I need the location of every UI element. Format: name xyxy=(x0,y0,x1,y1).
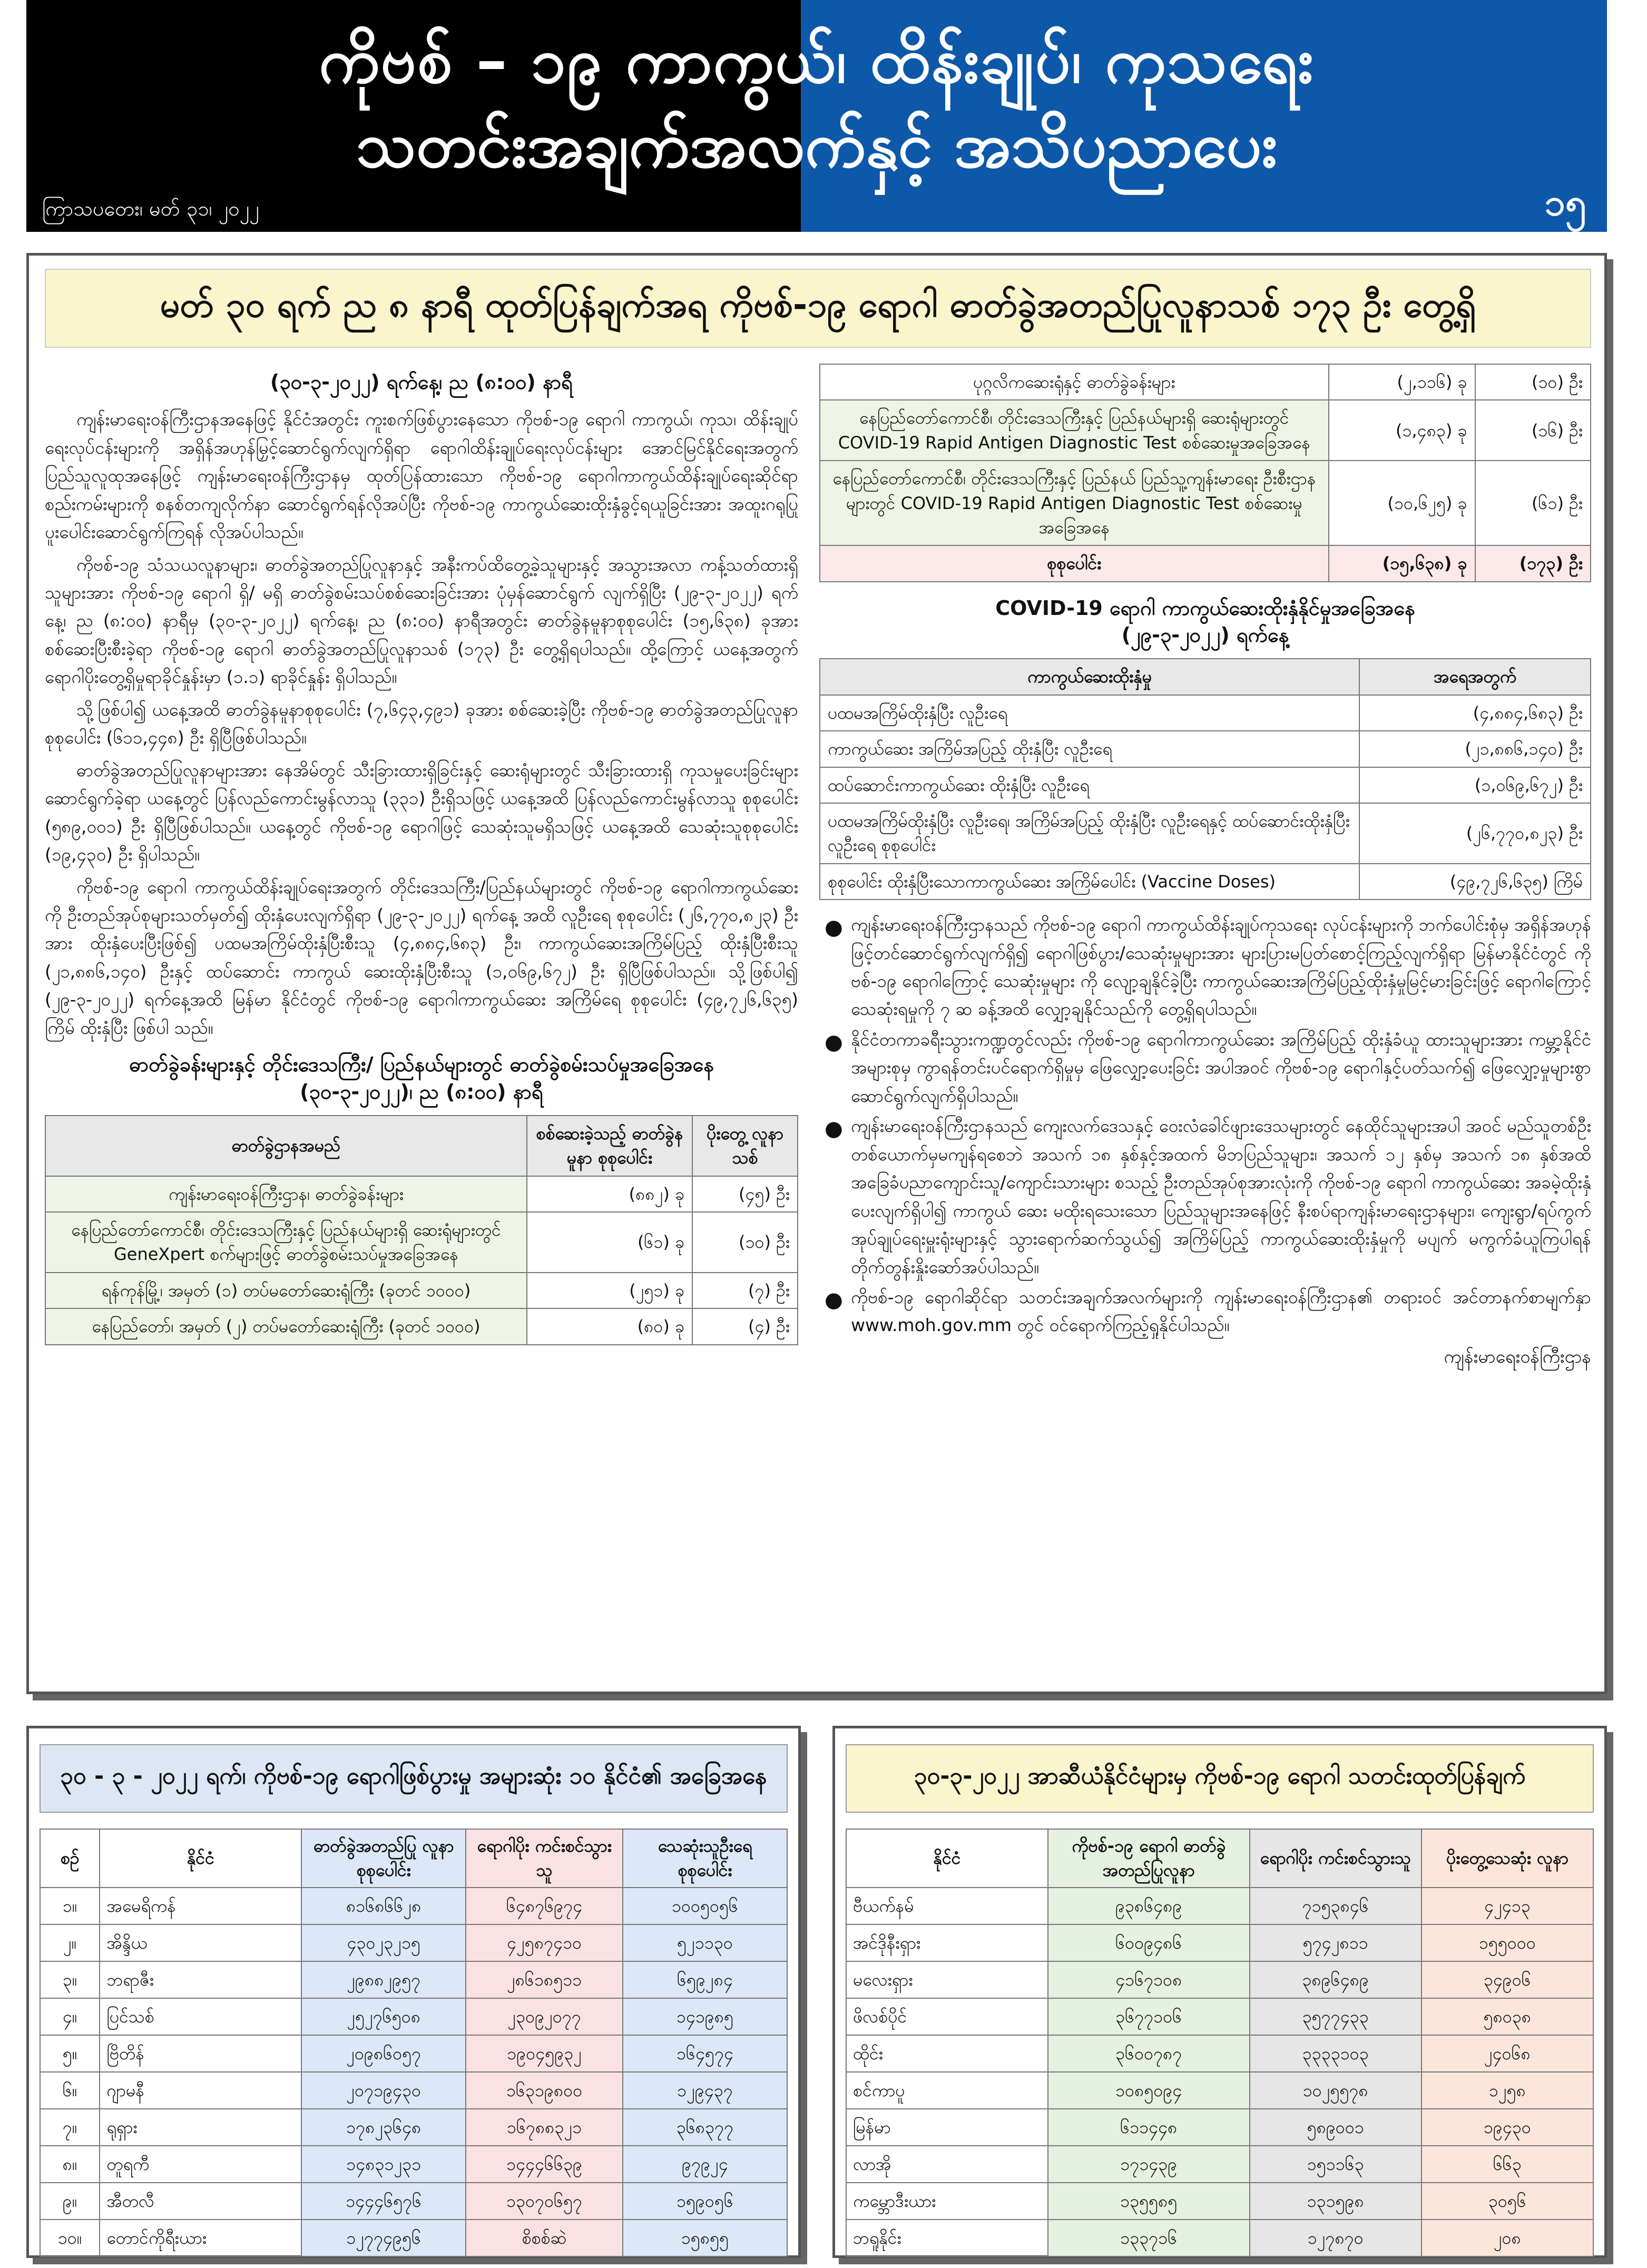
list-item xyxy=(819,911,1591,1023)
positive-count: (၄၅) ဦး xyxy=(692,1176,798,1212)
report-date-heading: (၃၀-၃-၂၀၂၂) ရက်နေ့၊ ည (၈:၀၀) နာရီ xyxy=(270,370,573,394)
source-name: နေပြည်တော်ကောင်စီ၊ တိုင်းဒေသကြီးနှင့် ပြည်နယ်များရှိ ဆေးရုံများတွင် COVID-19 Rapid Antigen Diagnostic Test စစ်ဆေးမှုအခြေအနေ xyxy=(820,400,1329,461)
rank-cell: ၃။ xyxy=(40,1961,100,1998)
country-cell: အမေရိကန် xyxy=(100,1888,301,1924)
column-header: ဓာတ်ခွဲဌာနအမည် xyxy=(45,1116,527,1176)
table-row xyxy=(846,1888,1593,1924)
country-cell: ဂျာမနီ xyxy=(100,2072,301,2109)
table-row xyxy=(846,2072,1593,2109)
positive-count: (၄) ဦး xyxy=(692,1308,798,1344)
country-cell: ပြင်သစ် xyxy=(100,1998,301,2035)
country-cell: ဘရူနိုင်း xyxy=(846,2220,1048,2256)
recovered-cell: ၁၂၇၈၇၀ xyxy=(1250,2220,1421,2256)
table-row xyxy=(846,1961,1593,1998)
country-cell: မလေးရှား xyxy=(846,1961,1048,1998)
bullet-icon: ● xyxy=(825,915,843,940)
confirmed-cell: ၁၇၁၄၃၉ xyxy=(1048,2146,1250,2183)
list-item xyxy=(819,1283,1591,1340)
signoff: ကျန်းမာရေးဝန်ကြီးဌာန xyxy=(1444,1346,1591,1367)
asean-title: ၃၀-၃-၂၀၂၂ အာဆီယံနိုင်ငံများမှ ကိုဗစ်-၁၉ ရောဂါ သတင်းထုတ်ပြန်ချက် xyxy=(846,1744,1594,1813)
left-column xyxy=(45,364,798,1345)
deaths-cell: ၅၈၀၃၈ xyxy=(1421,1998,1593,2035)
paragraph-2: ကိုဗစ်-၁၉ သံသယလူနာများ၊ ဓာတ်ခွဲအတည်ပြုလူနာနှင့် အနီးကပ်ထိတွေ့ခဲ့သူများနှင့် အသွားအလာ ကန့်သတ်ထားရှိသူများအား ကိုဗစ်-၁၉ ရောဂါ ရှိ/ မရှိ ဓာတ်ခွဲစမ်းသပ်စစ်ဆေးခြင်းအား ပုံမှန်ဆောင်ရွက် လျက်ရှိပြီး (၂၉-၃-၂၀၂၂) ရက်နေ့၊ ည (၈:၀၀) နာရီမှ (၃၀-၃-၂၀၂၂) ရက်နေ့၊ ည (၈:၀၀) နာရီအတွင်း ဓာတ်ခွဲနမူနာစုစုပေါင်း (၁၅,၆၃၈) ခုအား စစ်ဆေးပြီးစီးခဲ့ရာ ကိုဗစ်-၁၉ ရောဂါ ဓာတ်ခွဲအတည်ပြုလူနာသစ် (၁၇၃) ဦး တွေ့ရှိရပါသည်။ ထို့ကြောင့် ယနေ့အတွက် ရောဂါပိုးတွေ့ရှိမှုရာခိုင်နှုန်းမှာ (၁.၁) ရာခိုင်နှုန်း ရှိပါသည်။ xyxy=(45,554,798,688)
testing-summary-table xyxy=(819,364,1591,582)
column-header: ဓာတ်ခွဲအတည်ပြု လူနာ စုစုပေါင်း xyxy=(301,1829,466,1888)
recovered-cell: ၃၅၇၇၄၃၃ xyxy=(1250,1998,1421,2035)
table-row xyxy=(40,1924,787,1961)
country-cell: ဗီယက်နမ် xyxy=(846,1888,1048,1924)
deaths-cell: ၅၂၁၁၃၀ xyxy=(623,1924,787,1961)
paragraph-1: ကျန်းမာရေးဝန်ကြီးဌာနအနေဖြင့် နိုင်ငံအတွင်း ကူးစက်ဖြစ်ပွားနေသော ကိုဗစ်-၁၉ ရောဂါ ကာကွယ်၊ ကုသ၊ ထိန်းချုပ်ရေးလုပ်ငန်းများကို အရှိန်အဟုန်မြှင့်ဆောင်ရွက်လျက်ရှိရာ ရောဂါထိန်းချုပ်ရေးလုပ်ငန်းများ အောင်မြင်နိုင်ရေးအတွက် ပြည်သူလူထုအနေဖြင့် ကျန်းမာရေးဝန်ကြီးဌာနမှ ထုတ်ပြန်ထားသော ကိုဗစ်-၁၉ ရောဂါကာကွယ်ထိန်းချုပ်ရေးဆိုင်ရာ စည်းကမ်းများကို စနစ်တကျလိုက်နာ ဆောင်ရွက်ရန်လိုအပ်ပြီး ကိုဗစ်-၁၉ ကာကွယ်ဆေးထိုးနှံခွင့်ရယူခြင်းအား အထူးဂရုပြု ပူးပေါင်းဆောင်ရွက်ကြရန် လိုအပ်ပါသည်။ xyxy=(45,409,798,543)
table-row xyxy=(40,1888,787,1924)
rank-cell: ၂။ xyxy=(40,1924,100,1961)
positive-count: (၇) ဦး xyxy=(692,1273,798,1308)
rank-cell: ၇။ xyxy=(40,2109,100,2146)
country-cell: အီတလီ xyxy=(100,2183,301,2220)
recovered-cell: ၁၉၀၄၅၉၃၂ xyxy=(466,2035,623,2072)
total-tests: (၁၅,၆၃၈) ခု xyxy=(1329,545,1475,581)
table-row xyxy=(40,2109,787,2146)
deaths-cell: ၁၂၅၈ xyxy=(1421,2072,1593,2109)
confirmed-cell: ၁၇၈၂၃၆၄၈ xyxy=(301,2109,466,2146)
page-number: ၁၅ xyxy=(1544,181,1586,224)
table-row xyxy=(820,731,1591,767)
confirmed-cell: ၂၅၂၇၆၅၀၈ xyxy=(301,1998,466,2035)
asean-body xyxy=(846,1888,1593,2256)
recovered-cell: ၁၅၁၁၆၃ xyxy=(1250,2146,1421,2183)
recovered-cell: ၁၃၀၇၀၆၅၇ xyxy=(466,2183,623,2220)
banner-title-line1: ကိုဗစ် – ၁၉ ကာကွယ်၊ ထိန်းချုပ်၊ ကုသရေး xyxy=(319,24,1315,97)
vaccine-heading xyxy=(819,595,1591,649)
rank-cell: ၄။ xyxy=(40,1998,100,2035)
tests-count: (၁,၄၈၃) ခု xyxy=(1329,400,1475,461)
tests-count: (၈၀) ခု xyxy=(527,1308,692,1344)
recovered-cell: ၁၆၇၈၈၃၂၁ xyxy=(466,2109,623,2146)
vaccine-label: စုစုပေါင်း ထိုးနှံပြီးသောကာကွယ်ဆေး အကြိမ်ပေါင်း (Vaccine Doses) xyxy=(820,864,1359,900)
vaccine-value: (၂၁,၈၈၆,၁၄၀) ဦး xyxy=(1359,731,1591,767)
recovered-cell: ၅၇၄၂၈၁၁ xyxy=(1250,1924,1421,1961)
confirmed-cell: ၁၂၇၇၄၉၅၆ xyxy=(301,2220,466,2256)
table-row xyxy=(820,364,1591,400)
table-row xyxy=(846,1998,1593,2035)
country-cell: ထိုင်း xyxy=(846,2035,1048,2072)
bullet-text: ကျန်းမာရေးဝန်ကြီးဌာနသည် ကိုဗစ်-၁၉ ရောဂါ ကာကွယ်ထိန်းချုပ်ကုသရေး လုပ်ငန်းများကို ဘက်ပေါင်းစုံမှ အရှိန်အဟုန်ဖြင့်တင်ဆောင်ရွက်လျက်ရှိ၍ ရောဂါဖြစ်ပွား/သေဆုံးမှုများအား များပြားမပြတ်စောင့်ကြည့်လျက်ရှိရာ မြန်မာနိုင်ငံတွင် ကိုဗစ်-၁၉ ရောဂါကြောင့် သေဆုံးမှုများ ကို လျော့ချနိုင်ခဲ့ပြီး ကာကွယ်ဆေးအကြိမ်ပြည့်ထိုးနှံမှုမြင့်မားခြင်းဖြင့် ရောဂါကြောင့် သေဆုံးရမှုကို ၇ ဆ ခန့်အထိ လျှော့ချနိုင်သည်ကို တွေ့ရှိရပါသည်။ xyxy=(851,914,1591,1020)
column-header: အရေအတွက် xyxy=(1359,659,1591,695)
column-header: ပိုးတွေ့သေဆုံး လူနာ xyxy=(1421,1829,1593,1888)
top10-title: ၃၀ - ၃ - ၂၀၂၂ ရက်၊ ကိုဗစ်-၁၉ ရောဂါဖြစ်ပွားမှု အများဆုံး ၁၀ နိုင်ငံ၏ အခြေအနေ xyxy=(40,1744,788,1813)
positive-count: (၁၀) ဦး xyxy=(692,1212,798,1273)
right-column xyxy=(819,364,1591,1372)
tests-count: (၆၁) ခု xyxy=(527,1212,692,1273)
column-header: နိုင်ငံ xyxy=(846,1829,1048,1888)
confirmed-cell: ၂၀၇၁၉၄၃၀ xyxy=(301,2072,466,2109)
recovered-cell: ၁၄၄၄၆၆၃၉ xyxy=(466,2146,623,2183)
confirmed-cell: ၁၄၄၄၆၅၇၆ xyxy=(301,2183,466,2220)
bullet-text: နိုင်ငံတကာခရီးသွားကဏ္ဍတွင်လည်း ကိုဗစ်-၁၉ ရောဂါကာကွယ်ဆေး အကြိမ်ပြည့် ထိုးနှံခံယူ ထားသူများအား ကမ္ဘာ့နိုင်ငံအများစုမှ ကွာရန်တင်းပင်ရောက်ရှိမှုမှ ဖြေလျှော့ပေးခြင်း အပါအဝင် ကိုဗစ်-၁၉ ရောဂါနှင့်ပတ်သက်၍ ဖြေလျှော့မှုများစွာ ဆောင်ရွက်လျက်ရှိပါသည်။ xyxy=(851,1029,1591,1106)
confirmed-cell: ၃၆၇၇၁၀၆ xyxy=(1048,1998,1250,2035)
deaths-cell: ၃၀၅၆ xyxy=(1421,2183,1593,2220)
deaths-cell: ၆၅၉၂၈၄ xyxy=(623,1961,787,1998)
deaths-cell: ၃၆၈၃၇၇ xyxy=(623,2109,787,2146)
country-cell: ကမ္ဘောဒီးယား xyxy=(846,2183,1048,2220)
column-header: ကာကွယ်ဆေးထိုးနှံမှု xyxy=(820,659,1359,695)
table-row xyxy=(40,2183,787,2220)
tests-count: (၂,၁၁၆) ခု xyxy=(1329,364,1475,400)
table-row xyxy=(45,1212,798,1273)
notice-bullet-list xyxy=(819,911,1591,1340)
deaths-cell: ၁၉၄၃၀ xyxy=(1421,2109,1593,2146)
column-header: ကိုဗစ်-၁၉ ရောဂါ ဓာတ်ခွဲအတည်ပြုလူနာ xyxy=(1048,1829,1250,1888)
positive-count: (၁၀) ဦး xyxy=(1475,364,1591,400)
table-header-row xyxy=(45,1116,798,1176)
deaths-cell: ၂၀၈ xyxy=(1421,2220,1593,2256)
recovered-cell: စိစစ်ဆဲ xyxy=(466,2220,623,2256)
deaths-cell: ၆၆၃ xyxy=(1421,2146,1593,2183)
tests-count: (၈၈၂) ခု xyxy=(527,1176,692,1212)
tests-count: (၁၀,၆၂၅) ခု xyxy=(1329,461,1475,545)
bullet-text: ကျန်းမာရေးဝန်ကြီးဌာနသည် ကျေးလက်ဒေသနှင့် ဝေးလံခေါင်ဖျားဒေသများတွင် နေထိုင်သူများအပါ အဝင် မည်သူတစ်ဦးတစ်ယောက်မှမကျန်ရစေဘဲ အသက် ၁၈ နှစ်နှင့်အထက် မိဘပြည်သူများ၊ အသက် ၁၂ နှစ်မှ အသက် ၁၈ နှစ်အထိ အခြေခံပညာကျောင်းသူ/ကျောင်းသားများ စသည့် ဦးတည်အုပ်စုအားလုံးကို ကိုဗစ်-၁၉ ရောဂါ ကာကွယ်ဆေး အခမဲ့ထိုးနှံပေးလျက်ရှိပါ၍ ကာကွယ် ဆေး မထိုးရသေးသော ပြည်သူများအနေဖြင့် နီးစပ်ရာကျန်းမာရေးဌာနများ၊ ကျေးရွာ/ရပ်ကွက် အုပ်ချုပ်ရေးမှူးရုံးများနှင့် သွားရောက်ဆက်သွယ်၍ အကြိမ်ပြည့် ကာကွယ်ဆေးထိုးနှံမှုကို မပျက် မကွက်ခံယူကြပါရန် တိုက်တွန်းနှိုးဆော်အပ်ပါသည်။ xyxy=(851,1116,1591,1277)
table-row xyxy=(846,2220,1593,2256)
deaths-cell: ၂၄၀၆၈ xyxy=(1421,2035,1593,2072)
vaccine-value: (၁,၀၆၉,၆၇၂) ဦး xyxy=(1359,767,1591,803)
paragraph-4: ဓာတ်ခွဲအတည်ပြုလူနာများအား နေအိမ်တွင် သီးခြားထားရှိခြင်းနှင့် ဆေးရုံများတွင် သီးခြားထားရှိ ကုသမှုပေးခြင်းများ ဆောင်ရွက်ခဲ့ရာ ယနေ့တွင် ပြန်လည်ကောင်းမွန်လာသူ (၃၃၁) ဦးရှိသဖြင့် ယနေ့အထိ ပြန်လည်ကောင်းမွန်လာသူ စုစုပေါင်း (၅၈၉,၀၀၁) ဦး ရှိပြီဖြစ်ပါသည်။ ယနေ့တွင် ကိုဗစ်-၁၉ ရောဂါဖြင့် သေဆုံးသူမရှိသဖြင့် ယနေ့အထိ သေဆုံးသူစုစုပေါင်း (၁၉,၄၃၀) ဦး ရှိပါသည်။ xyxy=(45,759,798,865)
column-header: ပိုးတွေ့ လူနာသစ် xyxy=(692,1116,798,1176)
tests-count: (၂၅၁) ခု xyxy=(527,1273,692,1308)
deaths-cell: ၁၀၀၅၀၅၆ xyxy=(623,1888,787,1924)
table-row xyxy=(40,2220,787,2256)
rank-cell: ၅။ xyxy=(40,2035,100,2072)
deaths-cell: ၁၂၉၄၃၇ xyxy=(623,2072,787,2109)
country-cell: မြန်မာ xyxy=(846,2109,1048,2146)
lab-name: ကျန်းမာရေးဝန်ကြီးဌာန၊ ဓာတ်ခွဲခန်းများ xyxy=(45,1176,527,1212)
country-cell: တောင်ကိုရီးယား xyxy=(100,2220,301,2256)
recovered-cell: ၇၁၅၃၈၄၆ xyxy=(1250,1888,1421,1924)
deaths-cell: ၉၇၉၂၄ xyxy=(623,2146,787,2183)
top10-countries-box xyxy=(26,1726,801,2258)
recovered-cell: ၂၈၆၁၈၅၁၁ xyxy=(466,1961,623,1998)
table-header-row xyxy=(846,1829,1593,1888)
country-cell: လာအို xyxy=(846,2146,1048,2183)
list-item xyxy=(819,1025,1591,1110)
deaths-cell: ၁၆၄၅၇၄ xyxy=(623,2035,787,2072)
bullet-icon: ● xyxy=(825,1287,843,1312)
table-row xyxy=(846,2146,1593,2183)
paragraph-5: ကိုဗစ်-၁၉ ရောဂါ ကာကွယ်ထိန်းချုပ်ရေးအတွက် တိုင်းဒေသကြီး/ပြည်နယ်များတွင် ကိုဗစ်-၁၉ ရောဂါကာကွယ်ဆေးကို ဦးတည်အုပ်စုများသတ်မှတ်၍ ထိုးနှံပေးလျက်ရှိရာ (၂၉-၃-၂၀၂၂) ရက်နေ့ အထိ လူဦးရေ စုစုပေါင်း (၂၆,၇၇၀,၈၂၃) ဦးအား ထိုးနှံပေးပြီးဖြစ်၍ ပထမအကြိမ်ထိုးနှံပြီးစီးသူ (၄,၈၈၄,၆၈၃) ဦး၊ ကာကွယ်ဆေးအကြိမ်ပြည့် ထိုးနှံပြီးစီးသူ (၂၁,၈၈၆,၁၄၀) ဦးနှင့် ထပ်ဆောင်း ကာကွယ် ဆေးထိုးနှံပြီးစီးသူ (၁,၀၆၉,၆၇၂) ဦး ရှိပြီဖြစ်ပါသည်။ သို့ဖြစ်ပါ၍ (၂၉-၃-၂၀၂၂) ရက်နေ့အထိ မြန်မာ နိုင်ငံတွင် ကိုဗစ်-၁၉ ရောဂါကာကွယ်ဆေး အကြိမ်ရေ စုစုပေါင်း (၄၉,၇၂၆,၆၃၅) ကြိမ် ထိုးနှံပြီး ဖြစ်ပါ သည်။ xyxy=(45,876,798,1038)
country-cell: အိန္ဒိယ xyxy=(100,1924,301,1961)
vaccine-label: ပထမအကြိမ်ထိုးနှံပြီး လူဦးရေ၊ အကြိမ်အပြည့် ထိုးနှံပြီး လူဦးရေနှင့် ထပ်ဆောင်းထိုးနှံပြီး လူဦးရေ စုစုပေါင်း xyxy=(820,803,1359,864)
table-row xyxy=(40,2072,787,2109)
bullet-icon: ● xyxy=(825,1030,843,1054)
column-header: စစ်ဆေးခဲ့သည့် ဓာတ်ခွဲနမူနာ စုစုပေါင်း xyxy=(527,1116,692,1176)
banner-title-line2: သတင်းအချက်အလက်နှင့် အသိပညာပေး xyxy=(356,109,1278,181)
rank-cell: ၉။ xyxy=(40,2183,100,2220)
deaths-cell: ၃၄၉၀၆ xyxy=(1421,1961,1593,1998)
lab-table-heading-line2: (၃၀-၃-၂၀၂၂)၊ ည (၈:၀၀) နာရီ xyxy=(300,1080,543,1103)
deaths-cell: ၁၅၉၀၅၆ xyxy=(623,2183,787,2220)
header-banner xyxy=(26,0,1607,232)
column-header: နိုင်ငံ xyxy=(100,1829,301,1888)
confirmed-cell: ၂၀၉၈၆၀၅၇ xyxy=(301,2035,466,2072)
deaths-cell: ၄၂၄၁၃ xyxy=(1421,1888,1593,1924)
asean-box xyxy=(832,1726,1607,2258)
confirmed-cell: ၄၃၀၂၃၂၁၅ xyxy=(301,1924,466,1961)
table-row xyxy=(820,400,1591,461)
table-row xyxy=(820,767,1591,803)
table-row xyxy=(820,803,1591,864)
country-cell: တူရကီ xyxy=(100,2146,301,2183)
total-row xyxy=(820,545,1591,581)
country-cell: အင်ဒိုနီးရှား xyxy=(846,1924,1048,1961)
column-header: ရောဂါပိုး ကင်းစင်သွားသူ xyxy=(1250,1829,1421,1888)
confirmed-cell: ၈၁၆၈၆၆၂၈ xyxy=(301,1888,466,1924)
vaccine-label: ကာကွယ်ဆေး အကြိမ်အပြည့် ထိုးနှံပြီး လူဦးရေ xyxy=(820,731,1359,767)
table-row xyxy=(45,1273,798,1308)
recovered-cell: ၆၄၈၇၆၉၇၄ xyxy=(466,1888,623,1924)
vaccine-value: (၂၆,၇၇၀,၈၂၃) ဦး xyxy=(1359,803,1591,864)
recovered-cell: ၃၃၃၃၁၀၃ xyxy=(1250,2035,1421,2072)
vaccine-heading-line1: COVID-19 ရောဂါ ကာကွယ်ဆေးထိုးနှံနိုင်မှုအခြေအနေ xyxy=(995,596,1415,620)
confirmed-cell: ၆၁၁၄၄၈ xyxy=(1048,2109,1250,2146)
confirmed-cell: ၉၃၈၆၄၈၉ xyxy=(1048,1888,1250,1924)
table-row xyxy=(820,461,1591,545)
lab-name: ရန်ကုန်မြို့၊ အမှတ် (၁) တပ်မတော်ဆေးရုံကြီး (ခုတင် ၁၀၀၀) xyxy=(45,1273,527,1308)
confirmed-cell: ၃၆၀၀၇၈၇ xyxy=(1048,2035,1250,2072)
table-row xyxy=(45,1176,798,1212)
rank-cell: ၁။ xyxy=(40,1888,100,1924)
table-row xyxy=(820,695,1591,731)
recovered-cell: ၁၆၃၁၉၈၀၀ xyxy=(466,2072,623,2109)
positive-count: (၆၁) ဦး xyxy=(1475,461,1591,545)
issue-date: ကြာသပတေး၊ မတ် ၃၁၊ ၂၀၂၂ xyxy=(42,197,259,220)
total-label: စုစုပေါင်း xyxy=(820,545,1329,581)
recovered-cell: ၁၀၂၅၅၇၈ xyxy=(1250,2072,1421,2109)
recovered-cell: ၄၂၅၈၇၄၁၀ xyxy=(466,1924,623,1961)
source-name: ပုဂ္ဂလိကဆေးရုံနှင့် ဓာတ်ခွဲခန်းများ xyxy=(820,364,1329,400)
bullet-text: ကိုဗစ်-၁၉ ရောဂါဆိုင်ရာ သတင်းအချက်အလက်များကို ကျန်းမာရေးဝန်ကြီးဌာန၏ တရားဝင် အင်တာနက်စာမျက်နှာ www.moh.gov.mm တွင် ဝင်ရောက်ကြည့်ရှုနိုင်ပါသည်။ xyxy=(851,1286,1591,1336)
table-header-row xyxy=(40,1829,787,1888)
headline: မတ် ၃၀ ရက် ည ၈ နာရီ ထုတ်ပြန်ချက်အရ ကိုဗစ်-၁၉ ရောဂါ ဓာတ်ခွဲအတည်ပြုလူနာသစ် ၁၇၃ ဦး တွေ့ရှိ xyxy=(45,269,1591,348)
column-header: သေဆုံးသူဦးရေ စုစုပေါင်း xyxy=(623,1829,787,1888)
vaccine-heading-line2: (၂၉-၃-၂၀၂၂) ရက်နေ့ xyxy=(1121,623,1289,647)
confirmed-cell: ၁၀၈၅၀၉၄ xyxy=(1048,2072,1250,2109)
lab-testing-table xyxy=(45,1115,798,1345)
top10-table xyxy=(40,1829,788,2257)
lab-name: နေပြည်တော်၊ အမှတ် (၂) တပ်မတော်ဆေးရုံကြီး (ခုတင် ၁၀၀၀) xyxy=(45,1308,527,1344)
confirmed-cell: ၁၃၅၅၈၅ xyxy=(1048,2183,1250,2220)
vaccine-label: ပထမအကြိမ်ထိုးနှံပြီး လူဦးရေ xyxy=(820,695,1359,731)
country-cell: ဗြိတိန် xyxy=(100,2035,301,2072)
vaccine-label: ထပ်ဆောင်းကာကွယ်ဆေး ထိုးနှံပြီး လူဦးရေ xyxy=(820,767,1359,803)
lab-table-heading-line1: ဓာတ်ခွဲခန်းများနှင့် တိုင်းဒေသကြီး/ ပြည်နယ်များတွင် ဓာတ်ခွဲစမ်းသပ်မှုအခြေအနေ xyxy=(129,1053,714,1077)
country-cell: ဖိလစ်ပိုင် xyxy=(846,1998,1048,2035)
table-row xyxy=(40,2035,787,2072)
source-name: နေပြည်တော်ကောင်စီ၊ တိုင်းဒေသကြီးနှင့် ပြည်နယ် ပြည်သူ့ကျန်းမာရေး ဦးစီးဌာနများတွင် COVID-19 Rapid Antigen Diagnostic Test စစ်ဆေးမှုအခြေအနေ xyxy=(820,461,1329,545)
table-row xyxy=(40,1998,787,2035)
list-item xyxy=(819,1112,1591,1281)
confirmed-cell: ၁၃၃၇၁၆ xyxy=(1048,2220,1250,2256)
country-cell: စင်ကာပူ xyxy=(846,2072,1048,2109)
table-row xyxy=(846,2109,1593,2146)
total-positive: (၁၇၃) ဦး xyxy=(1475,545,1591,581)
confirmed-cell: ၁၄၈၃၁၂၃၁ xyxy=(301,2146,466,2183)
table-row xyxy=(820,864,1591,900)
table-row xyxy=(846,1924,1593,1961)
rank-cell: ၆။ xyxy=(40,2072,100,2109)
column-header: ရောဂါပိုး ကင်းစင်သွားသူ xyxy=(466,1829,623,1888)
main-news-frame xyxy=(26,253,1607,1694)
table-header-row xyxy=(820,659,1591,695)
table-row xyxy=(45,1308,798,1344)
deaths-cell: ၁၄၁၉၈၅ xyxy=(623,1998,787,2035)
recovered-cell: ၅၈၉၀၀၁ xyxy=(1250,2109,1421,2146)
positive-count: (၁၆) ဦး xyxy=(1475,400,1591,461)
deaths-cell: ၁၅၈၅၅ xyxy=(623,2220,787,2256)
recovered-cell: ၂၃၀၉၂၀၇၇ xyxy=(466,1998,623,2035)
column-header: စဉ် xyxy=(40,1829,100,1888)
lab-name: နေပြည်တော်ကောင်စီ၊ တိုင်းဒေသကြီးနှင့် ပြည်နယ်များရှိ ဆေးရုံများတွင် GeneXpert စက်များဖြင့် ဓာတ်ခွဲစမ်းသပ်မှုအခြေအနေ xyxy=(45,1212,527,1273)
country-cell: ရုရှား xyxy=(100,2109,301,2146)
paragraph-3: သို့ဖြစ်ပါ၍ ယနေ့အထိ ဓာတ်ခွဲနမူနာစုစုပေါင်း (၇,၆၄၃,၄၉၁) ခုအား စစ်ဆေးခဲ့ပြီး ကိုဗစ်-၁၉ ဓာတ်ခွဲအတည်ပြုလူနာ စုစုပေါင်း (၆၁၁,၄၄၈) ဦး ရှိပြီဖြစ်ပါသည်။ xyxy=(45,699,798,748)
table-row xyxy=(40,1961,787,1998)
confirmed-cell: ၆၀၀၉၄၈၆ xyxy=(1048,1924,1250,1961)
vaccination-table xyxy=(819,658,1591,900)
top10-body xyxy=(40,1888,787,2256)
recovered-cell: ၃၈၉၆၄၈၉ xyxy=(1250,1961,1421,1998)
confirmed-cell: ၂၉၈၈၂၉၅၇ xyxy=(301,1961,466,1998)
table-row xyxy=(846,2035,1593,2072)
bullet-icon: ● xyxy=(825,1117,843,1141)
vaccine-value: (၄၉,၇၂၆,၆၃၅) ကြိမ် xyxy=(1359,864,1591,900)
lab-table-heading xyxy=(45,1051,798,1106)
rank-cell: ၁၀။ xyxy=(40,2220,100,2256)
asean-table xyxy=(846,1829,1594,2257)
vaccine-value: (၄,၈၈၄,၆၈၃) ဦး xyxy=(1359,695,1591,731)
country-cell: ဘရာဇီး xyxy=(100,1961,301,1998)
recovered-cell: ၁၃၁၅၉၈ xyxy=(1250,2183,1421,2220)
table-row xyxy=(846,2183,1593,2220)
table-row xyxy=(40,2146,787,2183)
rank-cell: ၈။ xyxy=(40,2146,100,2183)
deaths-cell: ၁၅၅၀၀၀ xyxy=(1421,1924,1593,1961)
confirmed-cell: ၄၁၆၇၁၀၈ xyxy=(1048,1961,1250,1998)
